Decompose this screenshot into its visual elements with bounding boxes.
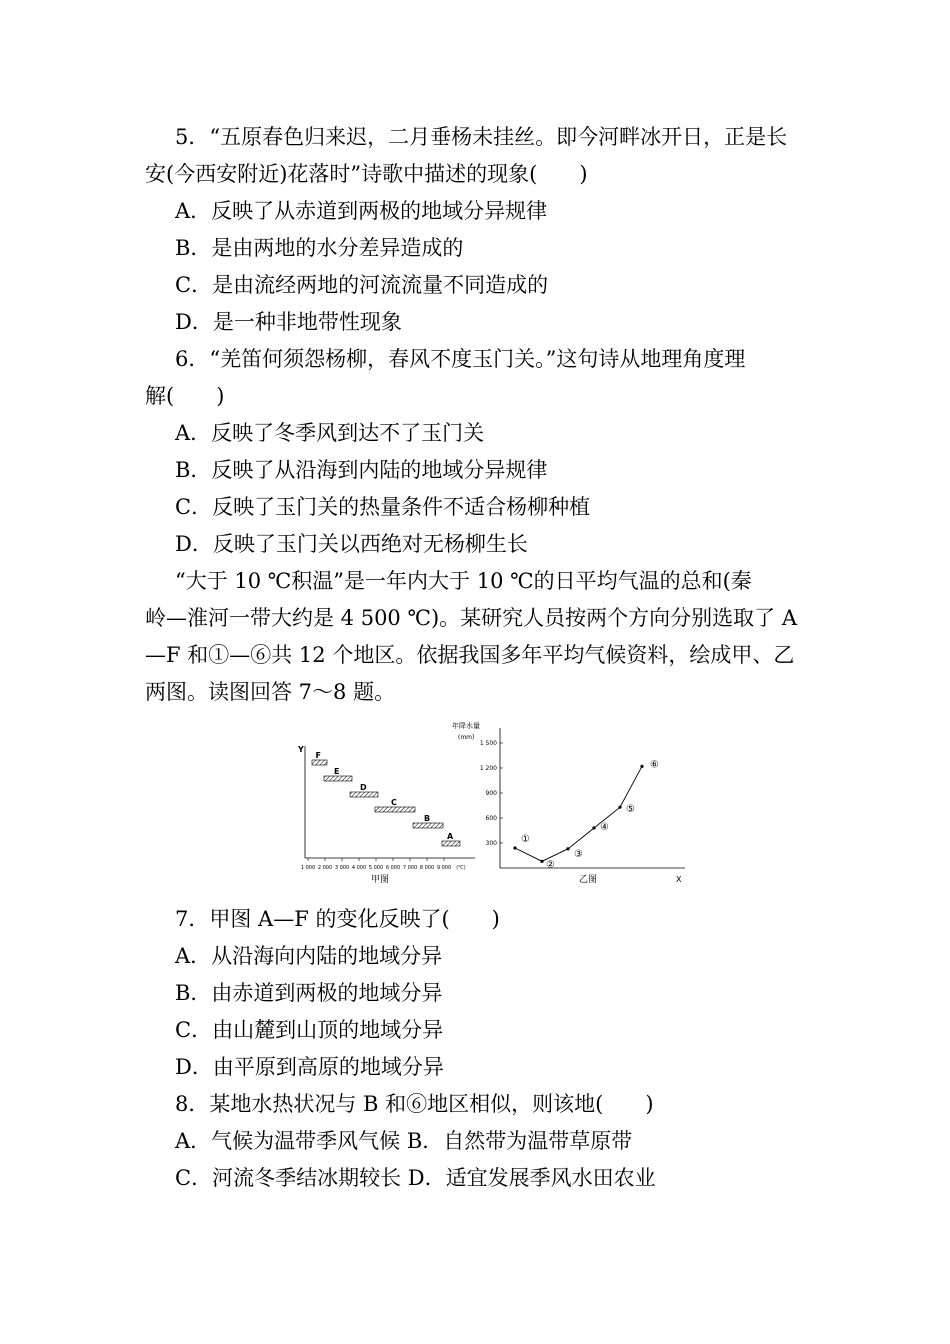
q7-option-b: B．由赤道到两极的地域分异 — [175, 981, 443, 1005]
jia-tick-label: 8 000 — [419, 865, 435, 871]
jia-bar — [375, 807, 415, 812]
q7-option-c: C．由山麓到山顶的地域分异 — [175, 1018, 444, 1042]
jia-bar — [312, 760, 327, 765]
jia-tick-label: 9 000 — [436, 865, 452, 871]
jia-bar-label: C — [391, 798, 397, 807]
jia-tick-label: 1 000 — [300, 865, 316, 871]
yi-point-label: ③ — [574, 848, 583, 860]
q6-stem: 6．“羌笛何须怨杨柳，春风不度玉门关。”这句诗从地理角度理 — [175, 347, 746, 371]
jia-tick-label: (℃) — [456, 865, 466, 871]
yi-line — [515, 766, 642, 861]
material-line-1: “大于 10 ℃积温”是一年内大于 10 ℃的日平均气温的总和(秦 — [175, 569, 752, 593]
yi-tick-label: 900 — [485, 790, 497, 797]
yi-caption: 乙图 — [578, 875, 598, 885]
jia-tick-label: 3 000 — [334, 865, 350, 871]
jia-tick-label: 7 000 — [402, 865, 418, 871]
chart-jia — [297, 745, 475, 885]
q7-stem: 7．甲图 A—F 的变化反映了( ) — [175, 907, 500, 931]
q5-option-b: B．是由两地的水分差异造成的 — [175, 236, 464, 260]
q7-option-a: A．从沿海向内陆的地域分异 — [175, 944, 443, 968]
jia-bar — [350, 792, 378, 797]
jia-bar-label: F — [315, 751, 321, 760]
jia-tick-label: 4 000 — [351, 865, 367, 871]
jia-tick-label: 5 000 — [368, 865, 384, 871]
q8-option-ab: A．气候为温带季风气候 B．自然带为温带草原带 — [175, 1129, 633, 1153]
jia-bar-label: B — [424, 814, 431, 823]
yi-point — [513, 846, 516, 849]
q5-stem: 5．“五原春色归来迟，二月垂杨未挂丝。即今河畔冰开日，正是长 — [175, 125, 788, 149]
yi-point — [566, 847, 569, 850]
yi-y-unit: (mm) — [458, 734, 475, 741]
yi-point — [640, 765, 643, 768]
q5-option-c: C．是由流经两地的河流流量不同造成的 — [175, 273, 549, 297]
jia-bar — [442, 841, 460, 846]
jia-bars — [312, 751, 460, 846]
q5-option-d: D．是一种非地带性现象 — [175, 310, 402, 334]
yi-point-label: ① — [521, 834, 530, 845]
yi-tick-label: 1 200 — [479, 765, 497, 772]
yi-point — [540, 860, 543, 863]
jia-ticks — [301, 858, 466, 871]
jia-tick-label: 2 000 — [317, 865, 333, 871]
material-line-4: 两图。读图回答 7～8 题。 — [145, 680, 396, 704]
yi-tick-label: 300 — [485, 840, 497, 847]
yi-point-label: ⑥ — [650, 759, 659, 771]
yi-point-label: ⑤ — [626, 804, 635, 816]
jia-tick-label: 6 000 — [385, 865, 401, 871]
jia-bar-label: D — [360, 783, 367, 792]
chart-yi — [452, 721, 685, 885]
q6-stem-cont: 解( ) — [145, 384, 225, 408]
figure-jia-yi — [290, 718, 690, 890]
yi-point-label: ④ — [600, 822, 609, 833]
material-line-2: 岭—淮河一带大约是 4 500 ℃)。某研究人员按两个方向分别选取了 A — [145, 606, 797, 630]
q6-option-d: D．反映了玉门关以西绝对无杨柳生长 — [175, 532, 528, 556]
jia-bar-label: E — [334, 767, 340, 776]
jia-caption: 甲图 — [370, 875, 390, 885]
yi-point-label: ② — [546, 859, 555, 871]
q5-option-a: A．反映了从赤道到两极的地域分异规律 — [175, 199, 548, 223]
yi-y-label: 年降水量 — [452, 722, 480, 730]
yi-tick-label: 600 — [485, 815, 497, 822]
yi-ticks — [480, 740, 503, 847]
jia-bar — [324, 776, 352, 781]
yi-x-label: X — [676, 875, 682, 884]
yi-point — [618, 806, 621, 809]
q6-option-a: A．反映了冬季风到达不了玉门关 — [175, 421, 485, 445]
figure-svg — [290, 718, 690, 890]
q7-option-d: D．由平原到高原的地域分异 — [175, 1055, 444, 1079]
jia-bar-label: A — [447, 832, 454, 841]
q8-option-cd: C．河流冬季结冰期较长 D．适宜发展季风水田农业 — [175, 1166, 656, 1190]
material-line-3: —F 和①—⑥共 12 个地区。依据我国多年平均气候资料，绘成甲、乙 — [145, 643, 795, 667]
q5-stem-cont: 安(今西安附近)花落时”诗歌中描述的现象( ) — [145, 162, 588, 186]
yi-point — [592, 826, 595, 829]
q8-stem: 8．某地水热状况与 B 和⑥地区相似，则该地( ) — [175, 1092, 654, 1116]
jia-bar — [413, 823, 443, 828]
yi-tick-label: 1 500 — [479, 740, 497, 747]
jia-y-label: Y — [298, 745, 304, 754]
q6-option-c: C．反映了玉门关的热量条件不适合杨柳种植 — [175, 495, 591, 519]
q6-option-b: B．反映了从沿海到内陆的地域分异规律 — [175, 458, 548, 482]
